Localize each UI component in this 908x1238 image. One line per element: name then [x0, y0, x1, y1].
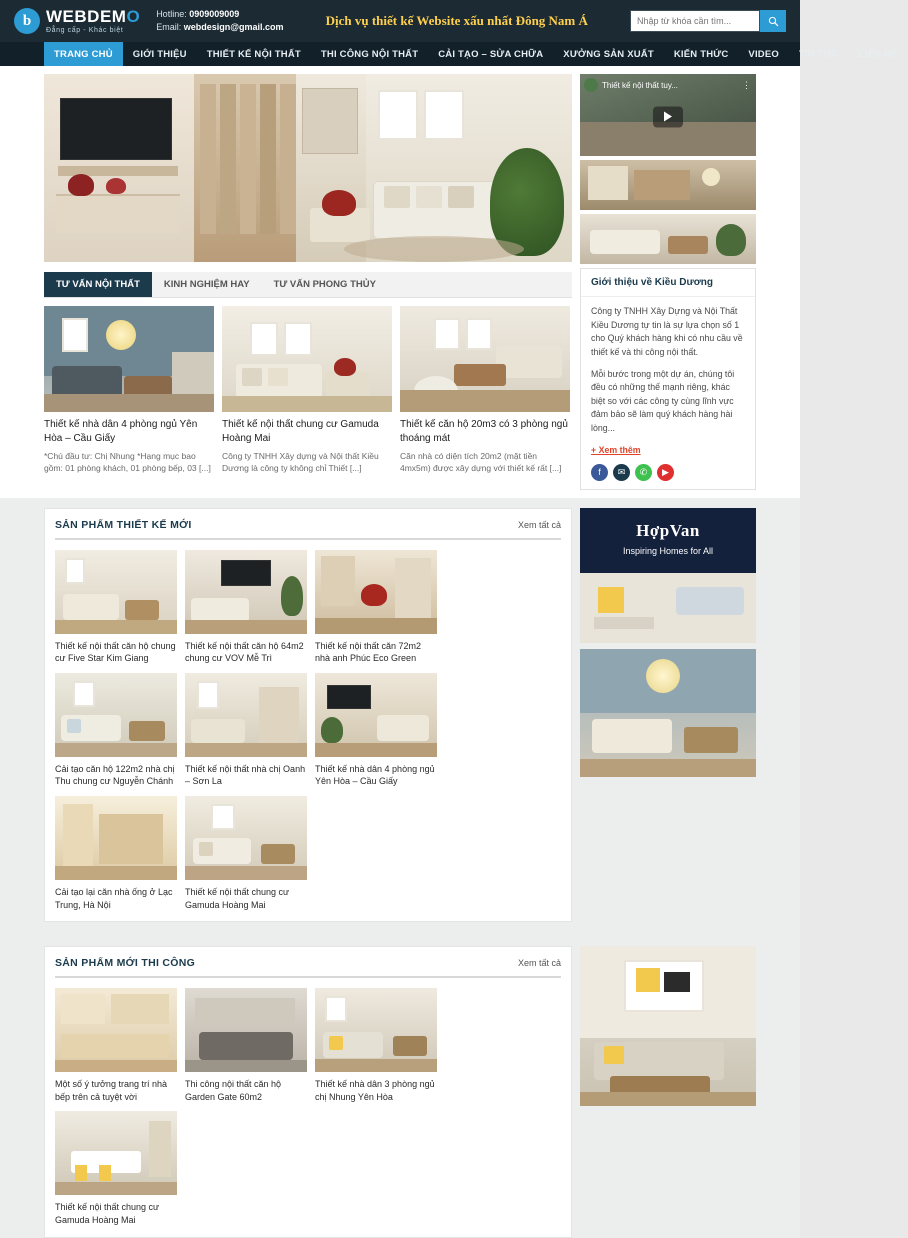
play-icon: [664, 112, 672, 122]
about-box: [580, 268, 756, 490]
product-thumbnail[interactable]: [55, 673, 177, 757]
channel-avatar-icon: [584, 78, 598, 92]
new-design-grid: [55, 550, 561, 912]
new-build-band: [0, 936, 800, 1237]
nav-item-factory[interactable]: XƯỞNG SẢN XUẤT: [563, 48, 654, 60]
site-logo[interactable]: [14, 8, 140, 34]
hotline-value: 0909009009: [189, 8, 240, 19]
product-card[interactable]: [55, 796, 177, 911]
email-value: webdesign@gmail.com: [183, 22, 284, 32]
nav-item-news[interactable]: TIN TỨC: [798, 48, 839, 60]
product-card[interactable]: [55, 673, 177, 788]
product-title[interactable]: Thiết kế nhà dân 4 phòng ngủ Yên Hòa – Cầu Giấy: [315, 763, 435, 787]
article-excerpt: Công ty TNHH Xây dựng và Nội thất Kiều Dương là công ty không chỉ Thiết [...]: [222, 451, 379, 474]
site-slogan: Dịch vụ thiết kế Website xấu nhất Đông Nam Á: [325, 13, 588, 28]
new-design-view-all-link[interactable]: Xem tất cả: [517, 519, 561, 530]
sidebar-ads: [580, 508, 756, 923]
product-title[interactable]: Thiết kế nhà dân 3 phòng ngủ chị Nhung Yên Hòa: [315, 1079, 435, 1102]
nav-item-home[interactable]: TRANG CHỦ: [44, 42, 123, 66]
product-title[interactable]: Cải tạo lại căn nhà ống ở Lạc Trung, Hà Nội: [55, 887, 173, 910]
product-title[interactable]: Thiết kế nội thất căn 72m2 nhà anh Phúc Eco Green: [315, 640, 422, 664]
logo-text: [46, 8, 140, 25]
video-card[interactable]: [580, 74, 756, 156]
site-header: [0, 0, 800, 42]
play-button[interactable]: [653, 106, 683, 127]
top-content-area: [0, 66, 800, 498]
youtube-icon[interactable]: ▶: [657, 464, 674, 481]
product-card[interactable]: [185, 673, 307, 788]
product-title[interactable]: Cải tạo căn hộ 122m2 nhà chị Thu chung cư Nguyễn Chánh: [55, 763, 175, 787]
product-card[interactable]: [315, 550, 437, 665]
search-box: [630, 10, 786, 32]
product-thumbnail[interactable]: [55, 550, 177, 634]
main-navigation: [0, 42, 898, 66]
about-read-more-link[interactable]: + Xem thêm: [591, 444, 641, 455]
logo-mark-icon: b: [14, 8, 40, 34]
new-design-panel: [44, 508, 572, 923]
product-title[interactable]: Thiết kế nội thất nhà chị Oanh – Sơn La: [185, 763, 306, 787]
contact-info: [156, 8, 283, 35]
article-title[interactable]: Thiết kế nhà dân 4 phòng ngủ Yên Hòa – Cầu Giấy: [44, 419, 198, 444]
new-design-band: [0, 498, 800, 937]
product-card[interactable]: [55, 550, 177, 665]
advice-tabs: [44, 272, 572, 298]
product-thumbnail[interactable]: [55, 796, 177, 880]
article-excerpt: Căn nhà có diện tích 20m2 (mặt tiền 4mx5m) được xây dựng với thiết kế rất [...]: [400, 451, 562, 474]
article-thumbnail[interactable]: [222, 306, 392, 412]
product-thumbnail[interactable]: [185, 796, 307, 880]
logo-main-text: WEBDEM: [46, 7, 127, 26]
product-card[interactable]: [185, 988, 307, 1103]
product-thumbnail[interactable]: [185, 988, 307, 1072]
product-title[interactable]: Thiết kế nội thất chung cư Gamuda Hoàng Mai: [55, 1202, 160, 1225]
product-thumbnail[interactable]: [315, 550, 437, 634]
nav-item-contact[interactable]: LIÊN HỆ: [858, 48, 898, 60]
product-thumbnail[interactable]: [55, 1111, 177, 1195]
product-thumbnail[interactable]: [185, 673, 307, 757]
advice-card-list: [44, 298, 572, 475]
product-card[interactable]: [185, 550, 307, 665]
product-thumbnail[interactable]: [185, 550, 307, 634]
sidebar-ads-bottom: [580, 946, 756, 1237]
search-button[interactable]: [760, 10, 786, 32]
new-design-heading: SẢN PHẨM THIẾT KẾ MỚI: [55, 518, 192, 531]
phone-icon[interactable]: ✆: [635, 464, 652, 481]
sidebar-ad-image-1[interactable]: [580, 649, 756, 777]
product-card[interactable]: [55, 1111, 177, 1226]
top-sidebar: [580, 74, 756, 490]
logo-tagline: Đẳng cấp - Khác biệt: [46, 27, 124, 34]
article-excerpt: *Chú đầu tư: Chị Nhung *Hạng mục bao gồm: 01 phòng khách, 01 phòng bếp, 03 [...]: [44, 451, 211, 474]
product-thumbnail[interactable]: [315, 988, 437, 1072]
nav-item-knowledge[interactable]: KIẾN THỨC: [673, 48, 729, 60]
tab-interior-advice[interactable]: TƯ VẤN NỘI THẤT: [44, 272, 152, 297]
video-title: Thiết kế nội thất tuy...: [602, 80, 678, 90]
hero-banner-image[interactable]: [44, 74, 572, 262]
product-title[interactable]: Thiết kế nội thất chung cư Gamuda Hoàng Mai: [185, 887, 290, 910]
new-build-view-all-link[interactable]: Xem tất cả: [517, 958, 561, 969]
product-title[interactable]: Thiết kế nội thất căn hộ chung cư Five Star Kim Giang: [55, 640, 176, 664]
email-label: Email:: [156, 22, 182, 32]
sidebar-ad-image-2[interactable]: [580, 946, 756, 1106]
nav-item-renovation[interactable]: CẢI TẠO – SỬA CHỮA: [438, 48, 544, 60]
article-card[interactable]: [222, 306, 392, 475]
search-icon: [768, 16, 779, 27]
logo-accent-text: O: [126, 7, 141, 26]
article-thumbnail[interactable]: [44, 306, 214, 412]
article-card[interactable]: [400, 306, 570, 475]
new-build-grid: [55, 988, 561, 1226]
product-thumbnail[interactable]: [55, 988, 177, 1072]
about-heading: Giới thiệu về Kiều Dương: [581, 269, 755, 297]
product-card[interactable]: [55, 988, 177, 1103]
nav-item-about[interactable]: GIỚI THIỆU: [132, 48, 187, 60]
kebab-menu-icon[interactable]: ⋮: [742, 79, 752, 90]
article-card[interactable]: [44, 306, 214, 475]
advice-section: [44, 272, 572, 475]
article-title[interactable]: Thiết kế căn hộ 20m3 có 3 phòng ngủ thoáng mát: [400, 419, 568, 444]
about-paragraph-2: Mỗi bước trong một dự án, chúng tôi đều có những thế mạnh riêng, khác biệt so với các công ty cùng lĩnh vực đảm bảo sẽ làm quý khách hàng hài lòng...: [591, 368, 735, 433]
product-card[interactable]: [315, 673, 437, 788]
product-title[interactable]: Một số ý tưởng trang trí nhà bếp trên cả tuyệt vời: [55, 1079, 167, 1102]
article-thumbnail[interactable]: [400, 306, 570, 412]
about-paragraph-1: Công ty TNHH Xây Dựng và Nội Thất Kiều Dương tự tin là sự lựa chọn số 1 cho Quý khách hàng khi có nhu cầu về thiết kế và thi công nội thất.: [591, 306, 743, 357]
ad-banner[interactable]: [580, 508, 756, 643]
hotline-label: Hotline:: [156, 8, 187, 19]
product-card[interactable]: [185, 796, 307, 911]
new-build-panel: [44, 946, 572, 1237]
ad-tagline: Inspiring Homes for All: [622, 545, 714, 556]
article-title[interactable]: Thiết kế nội thất chung cư Gamuda Hoàng Mai: [222, 419, 379, 444]
email-icon[interactable]: ✉: [613, 464, 630, 481]
tab-experience[interactable]: KINH NGHIỆM HAY: [163, 279, 250, 290]
social-links: [591, 464, 745, 481]
product-title[interactable]: Thiết kế nội thất căn hộ 64m2 chung cư VOV Mễ Trì: [185, 640, 304, 664]
product-title[interactable]: Thi công nội thất căn hộ Garden Gate 60m2: [185, 1079, 282, 1102]
nav-item-video[interactable]: VIDEO: [748, 48, 779, 60]
nav-item-interior-design[interactable]: THIẾT KẾ NỘI THẤT: [206, 48, 301, 60]
product-card[interactable]: [315, 988, 437, 1103]
tab-fengshui[interactable]: TƯ VẤN PHONG THỦY: [273, 279, 376, 290]
new-build-heading: SẢN PHẨM MỚI THI CÔNG: [55, 957, 196, 970]
product-thumbnail[interactable]: [315, 673, 437, 757]
sidebar-image-1[interactable]: [580, 160, 756, 210]
facebook-icon[interactable]: f: [591, 464, 608, 481]
ad-brand: HợpVan: [636, 520, 700, 540]
search-input[interactable]: [630, 10, 760, 32]
nav-item-interior-construction[interactable]: THI CÔNG NỘI THẤT: [320, 48, 419, 60]
sidebar-image-2[interactable]: [580, 214, 756, 264]
